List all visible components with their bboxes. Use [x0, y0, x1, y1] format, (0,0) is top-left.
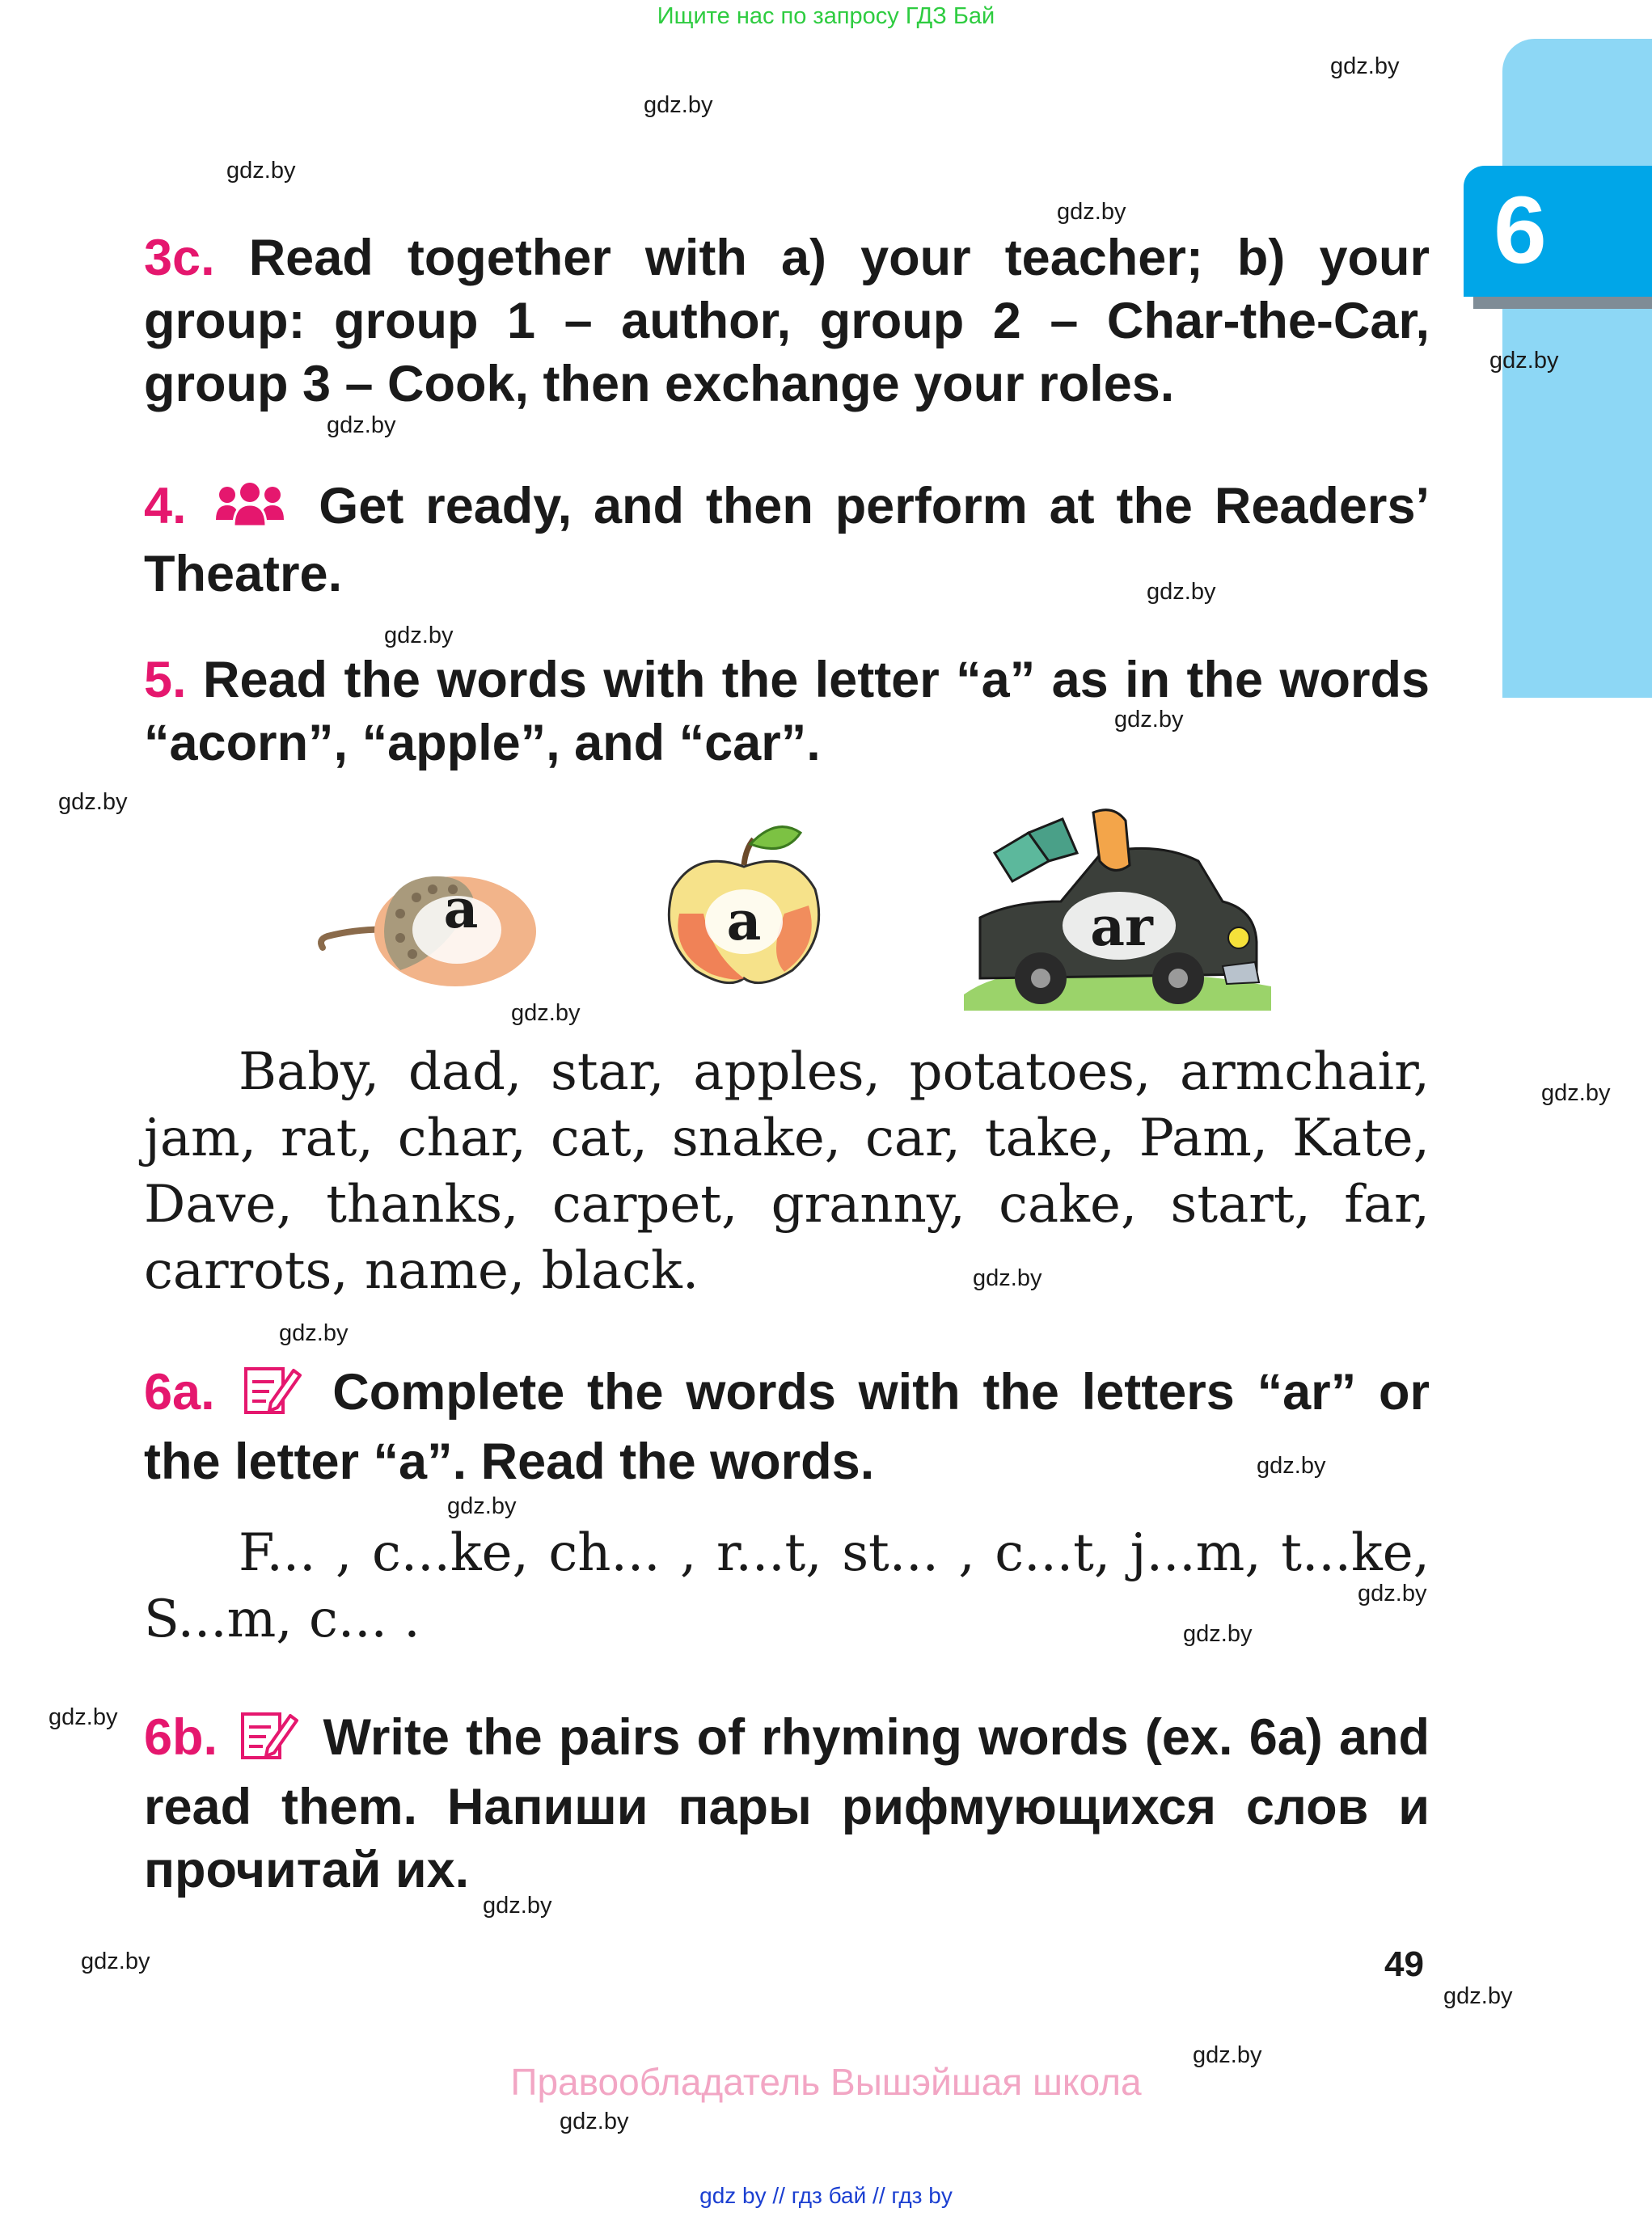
watermark: gdz.by	[560, 2109, 629, 2134]
watermark: gdz.by	[1443, 1983, 1513, 2009]
watermark: gdz.by	[1541, 1080, 1611, 1106]
task-number: 4.	[144, 478, 187, 534]
watermark: gdz.by	[327, 412, 396, 438]
task-text: Write the pairs of rhyming words (ex. 6a) and read them. Напиши пары рифмующихся слов и прочитай их.	[144, 1709, 1430, 1898]
watermark: gdz.by	[1257, 1453, 1326, 1479]
task-text: Read the words with the letter “a” as in the words “acorn”, “apple”, and “car”.	[144, 652, 1430, 771]
header-note[interactable]: Ищите нас по запросу ГДЗ Бай	[657, 3, 995, 29]
acorn-picture	[311, 841, 542, 990]
watermark: gdz.by	[1489, 348, 1559, 374]
watermark: gdz.by	[483, 1893, 552, 1919]
watermark: gdz.by	[81, 1948, 150, 1974]
task-text: Complete the words with the letters “ar” or the letter “a”. Read the words.	[144, 1364, 1430, 1490]
watermark: gdz.by	[49, 1704, 118, 1730]
task-number: 6a.	[144, 1364, 215, 1421]
task-6a	[144, 1361, 1430, 1493]
task-6b	[144, 1706, 1430, 1902]
watermark: gdz.by	[279, 1320, 349, 1346]
pencil-notebook-icon	[240, 1709, 298, 1775]
watermark: gdz.by	[1114, 707, 1184, 733]
gap-words: F... , c...ke, ch... , r...t, st... , c...t, j...m, t...ke, S...m, c... .	[144, 1523, 1430, 1649]
watermark: gdz.by	[1193, 2042, 1262, 2068]
watermark: gdz.by	[384, 623, 454, 648]
rights-holder: Правообладатель Вышэйшая школа	[510, 2061, 1142, 2103]
task-5	[144, 648, 1430, 775]
task-4	[144, 475, 1430, 606]
apple-letter: a	[726, 889, 762, 952]
watermark: gdz.by	[1147, 579, 1216, 605]
acorn-letter: a	[443, 877, 479, 940]
task-number: 6b.	[144, 1709, 218, 1766]
watermark: gdz.by	[644, 92, 713, 118]
task-text: Read together with a) your teacher; b) your group: group 1 – author, group 2 – Char-the-Car, group 3 – Cook, then exchange your roles.	[144, 230, 1430, 412]
car-letters: ar	[1090, 895, 1153, 958]
watermark: gdz.by	[1057, 199, 1126, 225]
pencil-notebook-icon	[243, 1364, 302, 1430]
task-number: 3c.	[144, 230, 215, 286]
watermark: gdz.by	[1183, 1621, 1253, 1647]
watermark: gdz.by	[1358, 1581, 1427, 1606]
watermark: gdz.by	[511, 1000, 581, 1026]
task-3c	[144, 226, 1430, 416]
car-picture	[964, 804, 1271, 1011]
apple-picture	[663, 817, 825, 990]
word-list: Baby, dad, star, apples, potatoes, armchair, jam, rat, char, cat, snake, car, take, Pam, Kate, Dave, thanks, carpet, granny, cake, start, far, carrots, name, black.	[144, 1042, 1430, 1301]
page-number: 49	[1384, 1944, 1424, 1984]
watermark: gdz.by	[447, 1493, 517, 1519]
task-text: Get ready, and then perform at the Readers’ Theatre.	[144, 478, 1430, 602]
footer-links[interactable]: gdz by // гдз бай // гдз by	[699, 2183, 953, 2208]
watermark: gdz.by	[58, 789, 128, 815]
unit-number: 6	[1494, 177, 1547, 284]
watermark: gdz.by	[226, 158, 296, 184]
group-icon	[214, 479, 285, 543]
task-number: 5.	[144, 652, 187, 708]
watermark: gdz.by	[973, 1265, 1042, 1291]
watermark: gdz.by	[1330, 53, 1400, 79]
